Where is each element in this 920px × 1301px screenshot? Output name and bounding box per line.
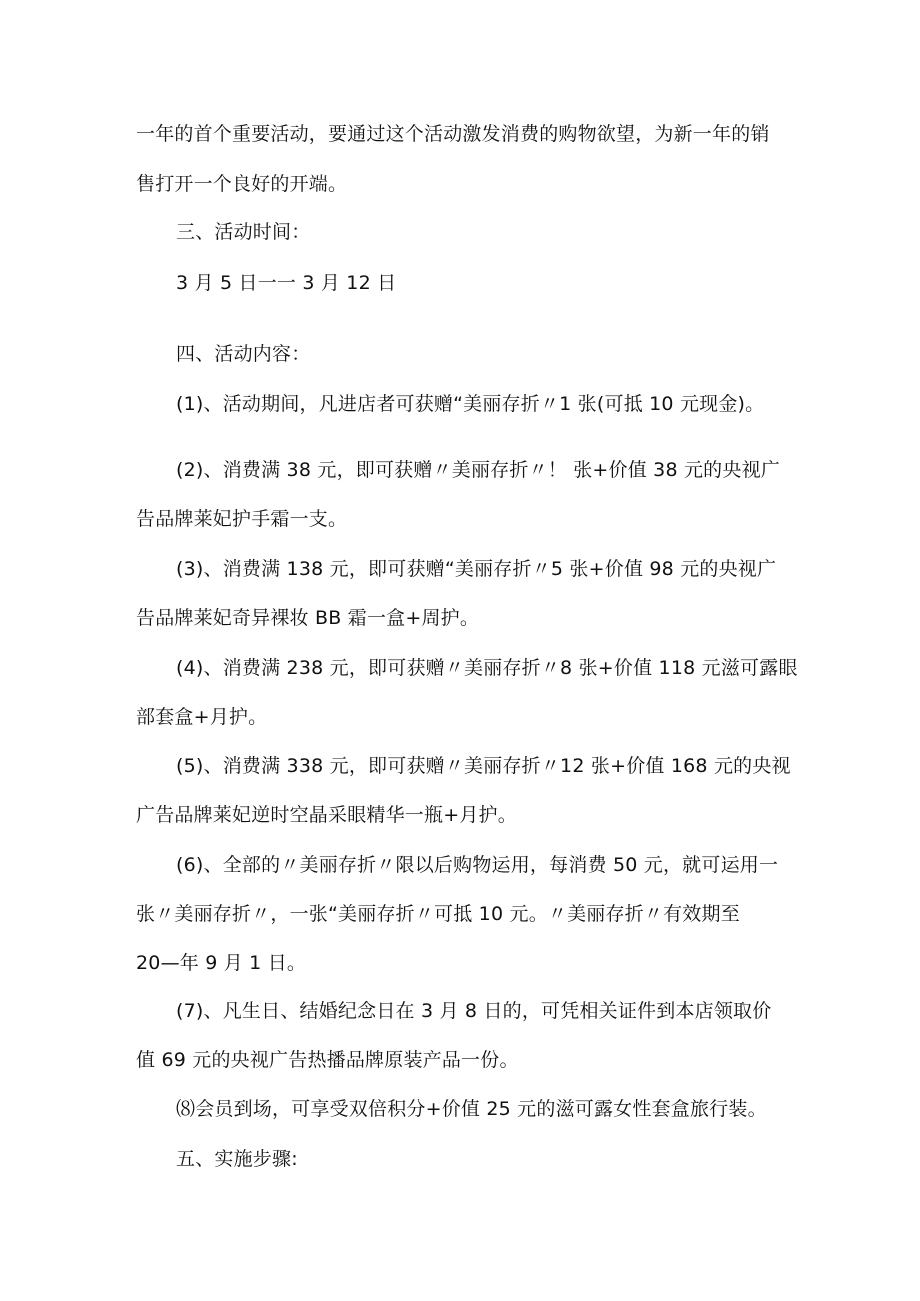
intro-line-1: 一年的首个重要活动，要通过这个活动激发消费的购物欲望，为新一年的销 [136, 123, 770, 145]
item-6-line-2: 张〃美丽存折〃，一张“美丽存折〃可抵 10 元。〃美丽存折〃有效期至 [136, 903, 740, 925]
section-4-heading: 四、活动内容： [176, 343, 311, 365]
item-5-line-1: (5)、消费满 338 元，即可获赠〃美丽存折〃12 张+价值 168 元的央视 [176, 755, 791, 777]
activity-dates: 3 月 5 日一一 3 月 12 日 [176, 272, 397, 294]
item-4-line-2: 部套盒+月护。 [136, 706, 268, 728]
item-6-line-1: (6)、全部的〃美丽存折〃限以后购物运用，每消费 50 元，就可运用一 [176, 854, 779, 876]
item-3-line-2: 告品牌莱妃奇异裸妆 BB 霜一盒+周护。 [136, 607, 480, 629]
item-7-line-2: 值 69 元的央视广告热播品牌原装产品一份。 [136, 1049, 519, 1071]
item-5-line-2: 广告品牌莱妃逆时空晶采眼精华一瓶+月护。 [136, 804, 517, 826]
item-1: (1)、活动期间，凡进店者可获赠“美丽存折〃1 张(可抵 10 元现金)。 [176, 393, 765, 415]
item-4-line-1: (4)、消费满 238 元，即可获赠〃美丽存折〃8 张+价值 118 元滋可露眼 [176, 657, 798, 679]
item-6-line-3: 20—年 9 月 1 日。 [136, 952, 307, 974]
section-5-heading: 五、实施步骤: [176, 1148, 298, 1170]
section-3-heading: 三、活动时间： [176, 221, 311, 243]
intro-line-2: 售打开一个良好的开端。 [136, 173, 348, 195]
item-8: ⑻会员到场，可享受双倍积分+价值 25 元的滋可露女性套盒旅行装。 [176, 1098, 767, 1120]
item-3-line-1: (3)、消费满 138 元，即可获赠“美丽存折〃5 张+价值 98 元的央视广 [176, 558, 777, 580]
item-2-line-2: 告品牌莱妃护手霜一支。 [136, 508, 348, 530]
item-7-line-1: (7)、凡生日、结婚纪念日在 3 月 8 日的，可凭相关证件到本店领取价 [176, 1000, 772, 1022]
item-2-line-1: (2)、消费满 38 元，即可获赠〃美丽存折〃！ 张+价值 38 元的央视广 [176, 459, 780, 481]
